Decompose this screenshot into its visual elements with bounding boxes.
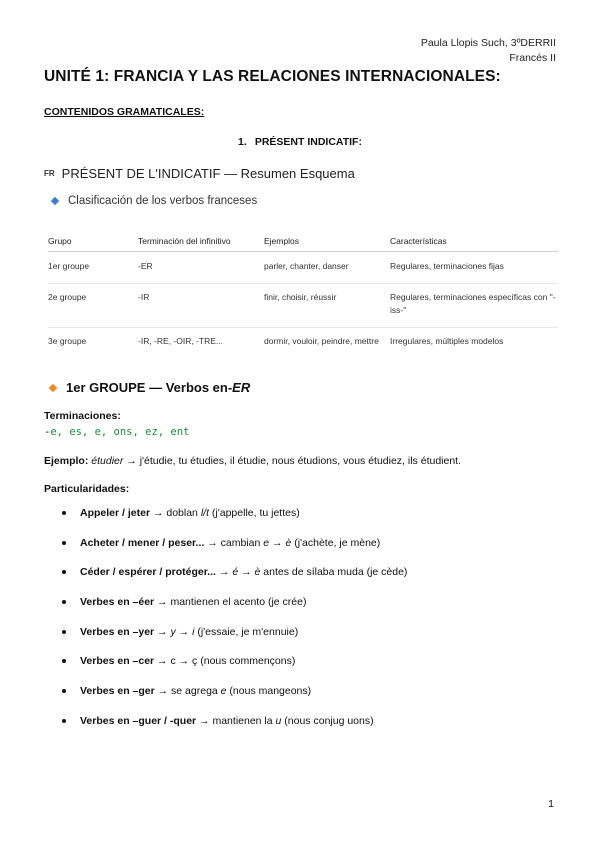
item-italic: é → è [232,566,261,579]
france-flag-icon: FR [44,169,55,178]
list-item [62,536,407,566]
page-header [421,36,556,66]
item-italic: u [275,714,282,727]
numbered-heading [0,136,600,148]
section-heading: CONTENIDOS GRAMATICALES: [44,106,205,118]
example-label: Ejemplo: [44,455,89,467]
page-number: 1 [548,798,554,810]
list-item [62,565,407,595]
item-text: → [154,625,171,638]
item-text: → c → ç (nous commençons) [154,655,296,668]
item-text: (j'achète, je mène) [291,536,381,549]
scheme-title [44,166,355,181]
item-italic: l/t [200,507,209,519]
table-header [48,218,558,252]
table-row [48,252,558,284]
table-cell: 1er groupe [48,261,90,271]
course-name: Francés II [509,52,556,64]
item-verbs: Appeler / jeter [80,507,151,519]
item-text: (nous conjug uons) [281,714,374,727]
list-item [62,595,407,625]
terminations-list: e, es, e, ons, ez, ent [50,426,190,438]
particularities-label: Particularidades: [44,483,130,495]
bullet-icon [62,511,66,515]
bullet-icon [62,630,66,634]
table-row [48,284,558,328]
table-cell: -ER [138,261,153,271]
item-text: → cambian [204,536,264,549]
bullet-icon [62,541,66,545]
item-italic: e → è [263,536,292,549]
groupe1-heading-text: 1er GROUPE — Verbos en [66,380,228,395]
blue-diamond-icon [51,197,59,205]
header-cell: Grupo [48,236,72,246]
example-line [44,455,461,467]
table-cell: finir, choisir, réussir [264,292,337,302]
terminations-values [44,426,189,438]
item-verbs: Verbes en –éer [80,596,155,609]
item-text: → doblan [150,507,201,519]
table-cell: -IR, -RE, -OIR, -TRE... [138,336,223,346]
scheme-title-text: PRÉSENT DE L'INDICATIF — Resumen Esquema [61,166,355,181]
particularities-list [62,506,407,744]
item-italic: e [220,685,227,698]
item-verbs: Verbes en –ger [80,685,155,698]
bullet-icon [62,689,66,693]
item-text: → se agrega [154,685,221,698]
example-conjugation: → j'étudie, tu étudies, il étudie, nous étudions, vous étudiez, ils étudient. [126,455,462,467]
item-text: (nous mangeons) [226,685,312,698]
list-item [62,684,407,714]
list-item [62,654,407,684]
terminations-label: Terminaciones: [44,410,121,422]
item-text: (j'essaie, je m'ennuie) [194,625,299,638]
groupe1-heading-suffix: -ER [227,380,251,395]
table-cell: 2e groupe [48,292,87,302]
orange-diamond-icon [49,383,57,391]
header-cell: Ejemplos [264,236,299,246]
item-verbs: Acheter / mener / peser... [80,536,205,549]
bullet-icon [62,719,66,723]
table-cell: Irregulares, múltiples modelos [390,336,504,346]
item-verbs: Verbes en –guer / -quer [80,714,197,727]
table-cell: dormir, vouloir, peindre, mettre [264,336,379,346]
item-verbs: Verbes en –yer [80,625,155,638]
heading-label: PRÉSENT INDICATIF: [254,136,362,148]
bullet-icon [62,600,66,604]
list-item [62,506,407,536]
verb-groups-table [48,218,558,368]
list-item [62,625,407,655]
item-verbs: Verbes en –cer [80,655,155,668]
scheme-subtitle [52,195,257,207]
item-italic: y → i [170,625,195,638]
item-text: (j'appelle, tu jettes) [209,507,300,519]
item-verbs: Céder / espérer / protéger... [80,566,216,579]
header-cell: Terminación del infinitivo [138,236,231,246]
list-item [62,714,407,744]
item-text: → mantienen el acento (je crée) [154,596,307,609]
header-cell: Características [390,236,447,246]
bullet-icon [62,659,66,663]
terminations-dash: - [44,426,51,438]
table-cell: Regulares, terminaciones específicas con "-iss-" [390,292,556,315]
item-text: → mantienen la [196,714,276,727]
table-row [48,328,558,368]
bullet-icon [62,570,66,574]
item-text: antes de sílaba muda (je cède) [260,566,408,579]
example-verb: étudier [91,455,124,467]
scheme-subtitle-text: Clasificación de los verbos franceses [68,195,258,207]
table-cell: parler, chanter, danser [264,261,349,271]
author-name: Paula Llopis Such, 3ºDERRII [420,37,556,49]
table-cell: Regulares, terminaciones fijas [390,261,504,271]
heading-number: 1. [238,136,247,148]
item-text: → [215,566,233,579]
groupe1-heading [50,380,250,395]
table-cell: 3e groupe [48,336,87,346]
table-cell: -IR [138,292,150,302]
unit-title: UNITÉ 1: FRANCIA Y LAS RELACIONES INTERNACIONALES: [44,68,501,85]
